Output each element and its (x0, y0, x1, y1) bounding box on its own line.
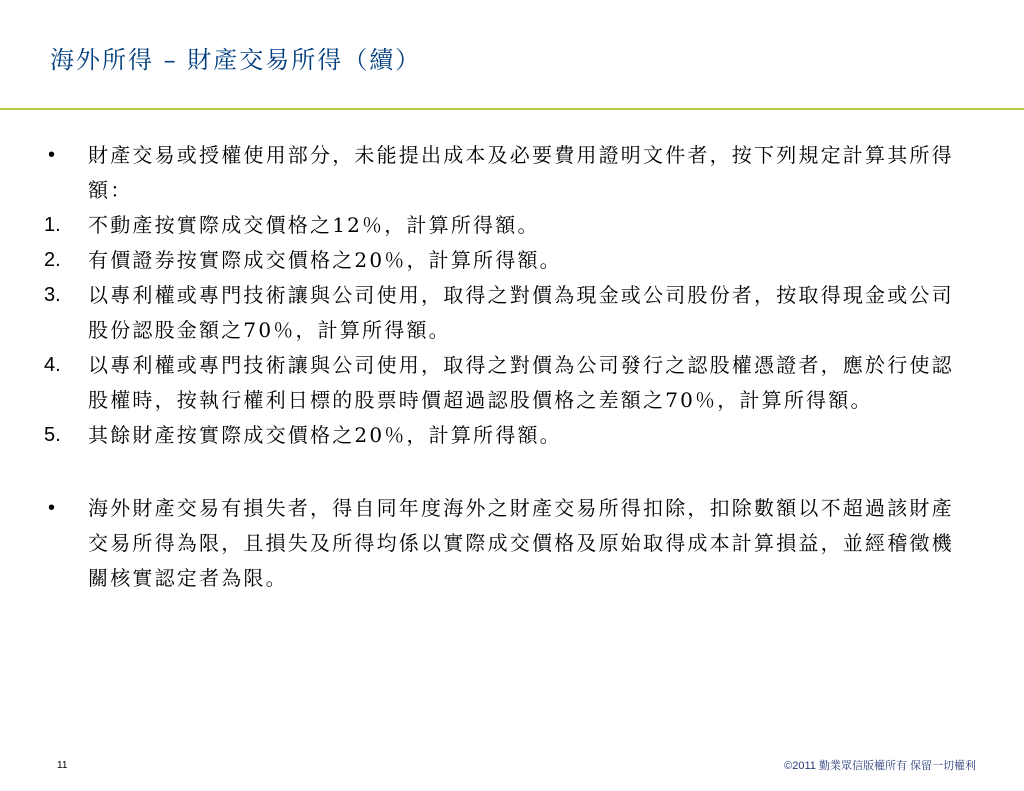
number-marker: 1. (44, 214, 61, 236)
list-item-text: 以專利權或專門技術讓與公司使用，取得之對價為現金或公司股份者，按取得現金或公司股份認股金額之70％，計算所得額。 (88, 283, 954, 342)
list-item (44, 278, 974, 348)
number-marker: 2. (44, 249, 61, 271)
list-item-text: 有價證券按實際成交價格之20％，計算所得額。 (88, 248, 562, 272)
list-item-text: 以專利權或專門技術讓與公司使用，取得之對價為公司發行之認股權憑證者，應於行使認股權時，按執行權利日標的股票時價超過認股價格之差額之70％，計算所得額。 (88, 353, 954, 412)
list-item-text: 財產交易或授權使用部分，未能提出成本及必要費用證明文件者，按下列規定計算其所得額： (88, 143, 954, 202)
number-marker: 5. (44, 424, 61, 446)
page-number: 11 (57, 760, 68, 771)
number-marker: 3. (44, 284, 61, 306)
list-item (44, 243, 974, 278)
list-item-text: 海外財產交易有損失者，得自同年度海外之財產交易所得扣除，扣除數額以不超過該財產交易所得為限，且損失及所得均係以實際成交價格及原始取得成本計算損益，並經稽徵機關核實認定者為限。 (88, 496, 954, 590)
list-item-text: 不動產按實際成交價格之12％，計算所得額。 (88, 213, 540, 237)
list-item-text: 其餘財產按實際成交價格之20％，計算所得額。 (88, 423, 562, 447)
copyright-notice: ©2011 勤業眾信版權所有 保留一切權利 (784, 760, 976, 772)
list-item (44, 208, 974, 243)
slide-content (44, 138, 974, 596)
list-item (44, 491, 974, 596)
title-divider (0, 108, 1024, 110)
list-item (44, 348, 974, 418)
list-item (44, 418, 974, 453)
bullet-marker: • (48, 144, 56, 166)
number-marker: 4. (44, 354, 61, 376)
bullet-marker: • (48, 497, 56, 519)
slide-title: 海外所得 – 財產交易所得（續） (50, 46, 422, 74)
list-item (44, 138, 974, 208)
spacer (44, 453, 974, 491)
